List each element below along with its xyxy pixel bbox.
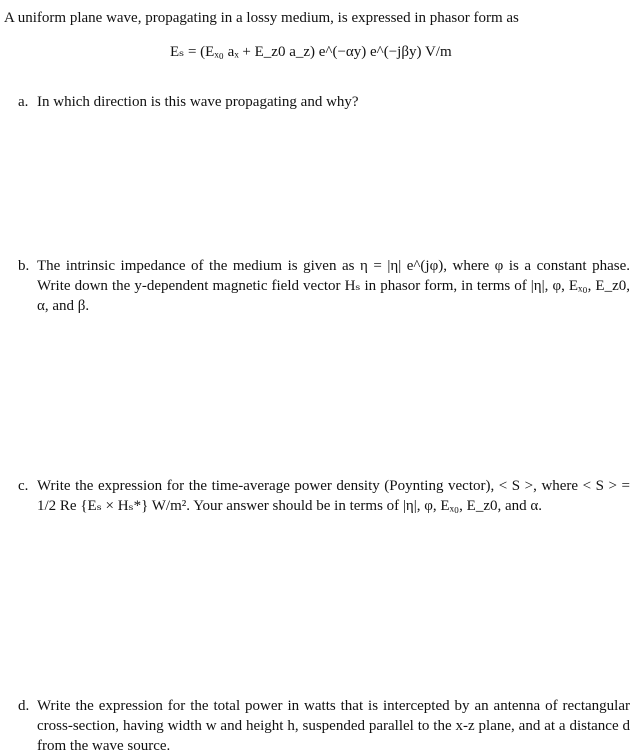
- question-text: Write the expression for the total power in watts that is intercepted by an antenna of rectangular cross-section, having width w and height h, suspended parallel to the x-z plane, and at a distance d from the wave source.: [37, 698, 630, 754]
- problem-intro: A uniform plane wave, propagating in a lossy medium, is expressed in phasor form as: [4, 10, 519, 26]
- question-c: [18, 476, 630, 516]
- question-d: [18, 696, 630, 756]
- question-a: [18, 92, 630, 112]
- answer-space-c[interactable]: [0, 538, 635, 688]
- answer-space-b[interactable]: [0, 320, 635, 470]
- question-text: The intrinsic impedance of the medium is given as η = |η| e^(jφ), where φ is a constant phase. Write down the y-dependent magnetic field vector Hₛ in phasor form, in terms of |η|, φ, Eₓ₀, E_z0, α, and β.: [37, 258, 630, 314]
- question-text: In which direction is this wave propagating and why?: [37, 94, 359, 110]
- question-b: [18, 256, 630, 316]
- question-label: a.: [18, 94, 29, 110]
- question-label: c.: [18, 478, 29, 494]
- equation-text: Eₛ = (Eₓ₀ aₓ + E_z0 a_z) e^(−αy) e^(−jβy) V/m: [170, 44, 452, 60]
- answer-space-a[interactable]: [0, 116, 635, 252]
- question-text: Write the expression for the time-average power density (Poynting vector), < S >, where < S > = 1/2 Re {Eₛ × Hₛ*} W/m². Your answer should be in terms of |η|, φ, Eₓ₀, E_z0, and α.: [37, 478, 630, 514]
- phasor-equation: [170, 42, 452, 62]
- question-label: d.: [18, 698, 30, 714]
- question-label: b.: [18, 258, 30, 274]
